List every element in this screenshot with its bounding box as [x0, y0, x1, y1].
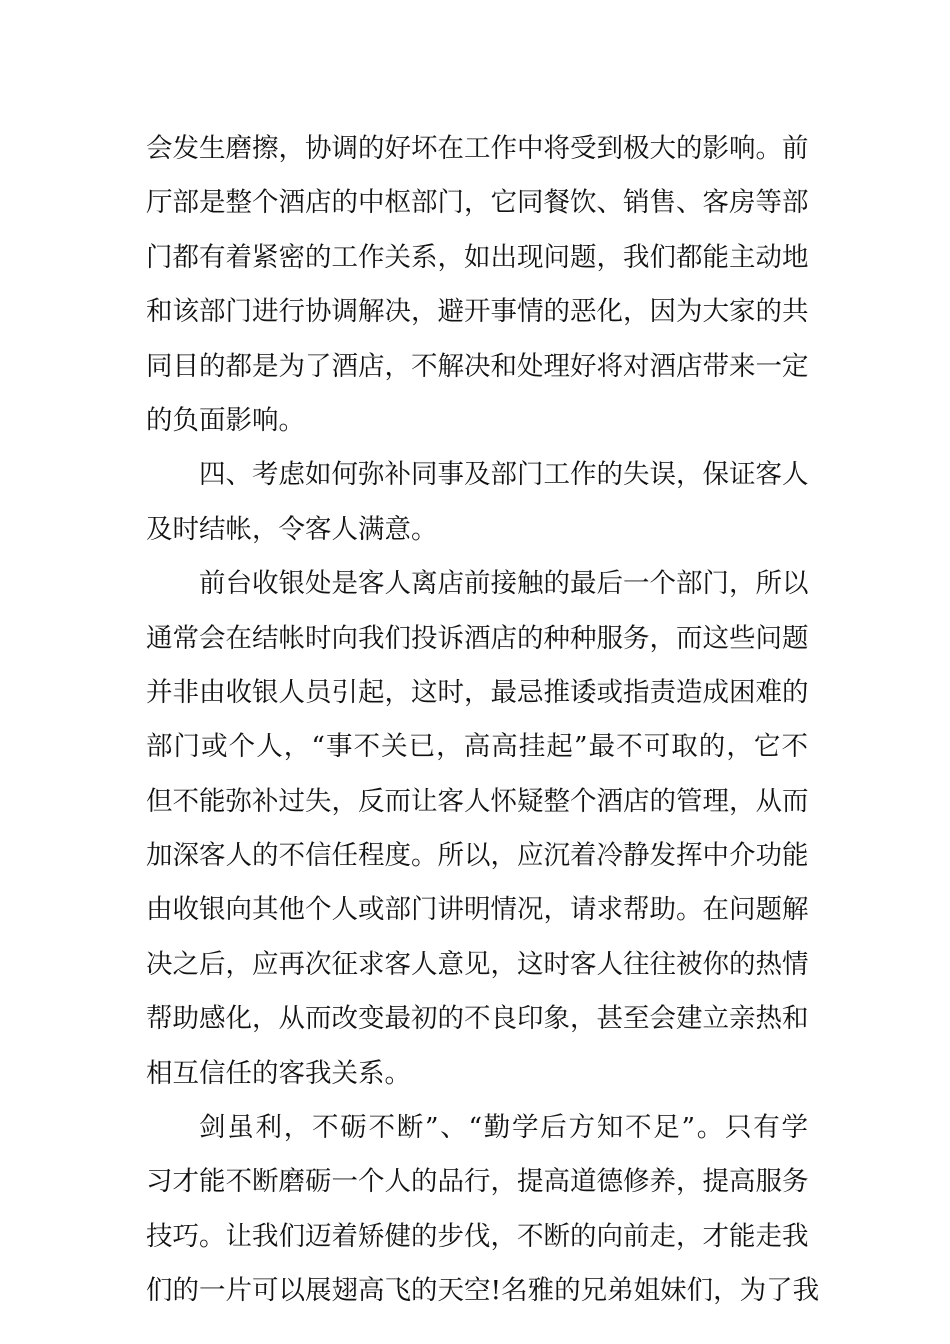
text-line: 由收银向其他个人或部门讲明情况，请求帮助。在问题解: [146, 894, 809, 926]
text-line: 剑虽利，不砺不断”、“勤学后方知不足”。只有学: [199, 1112, 808, 1144]
text-line: 的负面影响。: [146, 404, 305, 436]
text-line: 但不能弥补过失，反而让客人怀疑整个酒店的管理，从而: [146, 785, 809, 817]
text-line: 决之后，应再次征求客人意见，这时客人往往被你的热情: [146, 948, 809, 980]
text-line: 和该部门进行协调解决，避开事情的恶化，因为大家的共: [146, 296, 809, 328]
text-line: 们的一片可以展翅高飞的天空!名雅的兄弟姐妹们，为了我: [146, 1275, 820, 1307]
text-line: 同目的都是为了酒店，不解决和处理好将对酒店带来一定: [146, 350, 809, 382]
text-line: 习才能不断磨砺一个人的品行，提高道德修养，提高服务: [146, 1166, 809, 1198]
text-line: 技巧。让我们迈着矫健的步伐，不断的向前走，才能走我: [146, 1220, 809, 1252]
text-line: 门都有着紧密的工作关系，如出现问题，我们都能主动地: [146, 241, 809, 273]
text-line: 加深客人的不信任程度。所以，应沉着冷静发挥中介功能: [146, 840, 809, 872]
text-line: 部门或个人，“事不关已，高高挂起”最不可取的，它不: [146, 731, 808, 763]
text-line: 帮助感化，从而改变最初的不良印象，甚至会建立亲热和: [146, 1003, 809, 1035]
text-line: 并非由收银人员引起，这时，最忌推诿或指责造成困难的: [146, 676, 809, 708]
body-text: [146, 122, 820, 1319]
text-line: 相互信任的客我关系。: [146, 1057, 411, 1089]
text-line: 厅部是整个酒店的中枢部门，它同餐饮、销售、客房等部: [146, 187, 809, 219]
text-line: 通常会在结帐时向我们投诉酒店的种种服务，而这些问题: [146, 622, 809, 654]
text-line: 会发生磨擦，协调的好坏在工作中将受到极大的影响。前: [146, 133, 809, 164]
section-heading-line: 四、考虑如何弥补同事及部门工作的失误，保证客人: [199, 459, 809, 491]
text-line: 前台收银处是客人离店前接触的最后一个部门，所以: [199, 568, 809, 600]
section-heading-line: 及时结帐，令客人满意。: [146, 513, 438, 545]
